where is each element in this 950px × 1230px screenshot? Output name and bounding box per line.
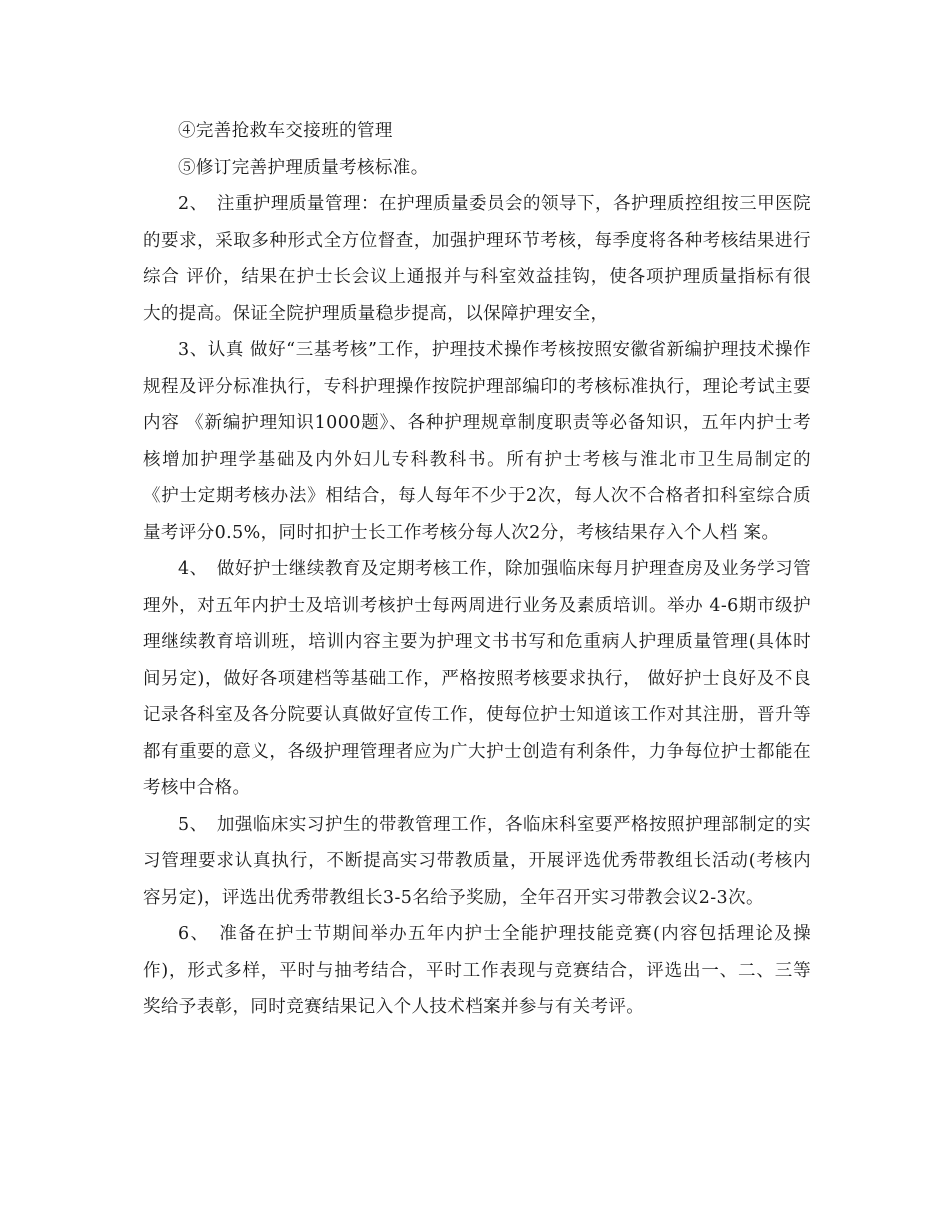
paragraph-section-4: 4、 做好护士继续教育及定期考核工作，除加强临床每月护理查房及业务学习管理外，对五年内护士及培训考核护士每两周进行业务及素质培训。举办 4-6期市级护理继续教育培训班，培训内容主要为护理文书书写和危重病人护理质量管理(具体时间另定)，做好各项建档等基础工作，严格按照考核要求执行， 做好护士良好及不良记录各科室及各分院要认真做好宣传工作，使每位护士知道该工作对其注册，晋升等都有重要的意义，各级护理管理者应为广大护士创造有利条件，力争每位护士都能在考核中合格。 [143,559,811,798]
paragraph-section-5: 5、 加强临床实习护生的带教管理工作，各临床科室要严格按照护理部制定的实习管理要求认真执行，不断提高实习带教质量，开展评选优秀带教组长活动(考核内容另定)，评选出优秀带教组长3-5名给予奖励，全年召开实习带教会议2-3次。 [143,814,811,908]
paragraph-item-4: ④完善抢救车交接班的管理 [178,121,393,141]
paragraph-section-2: 2、 注重护理质量管理：在护理质量委员会的领导下，各护理质控组按三甲医院的要求，采取多种形式全方位督查，加强护理环节考核，每季度将各种考核结果进行综合 评价，结果在护士长会议上通报并与科室效益挂钩，使各项护理质量指标有很大的提高。保证全院护理质量稳步提高，以保障护理安全， [143,194,811,324]
document-body [143,113,811,1026]
paragraph-item-5: ⑤修订完善护理质量考核标准。 [178,157,429,178]
paragraph-section-3: 3、认真 做好“三基考核”工作，护理技术操作考核按照安徽省新编护理技术操作规程及评分标准执行，专科护理操作按院护理部编印的考核标准执行，理论考试主要内容 《新编护理知识1000题》、各种护理规章制度职责等必备知识，五年内护士考核增加护理学基础及内外妇儿专科教科书。所有护士考核与淮北市卫生局制定的 《护士定期考核办法》相结合，每人每年不少于2次，每人次不合格者扣科室综合质量考评分0.5%，同时扣护士长工作考核分每人次2分，考核结果存入个人档 案。 [143,340,811,543]
paragraph-section-6: 6、 准备在护士节期间举办五年内护士全能护理技能竞赛(内容包括理论及操作)，形式多样，平时与抽考结合，平时工作表现与竞赛结合，评选出一、二、三等奖给予表彰，同时竞赛结果记入个人技术档案并参与有关考评。 [143,924,811,1017]
